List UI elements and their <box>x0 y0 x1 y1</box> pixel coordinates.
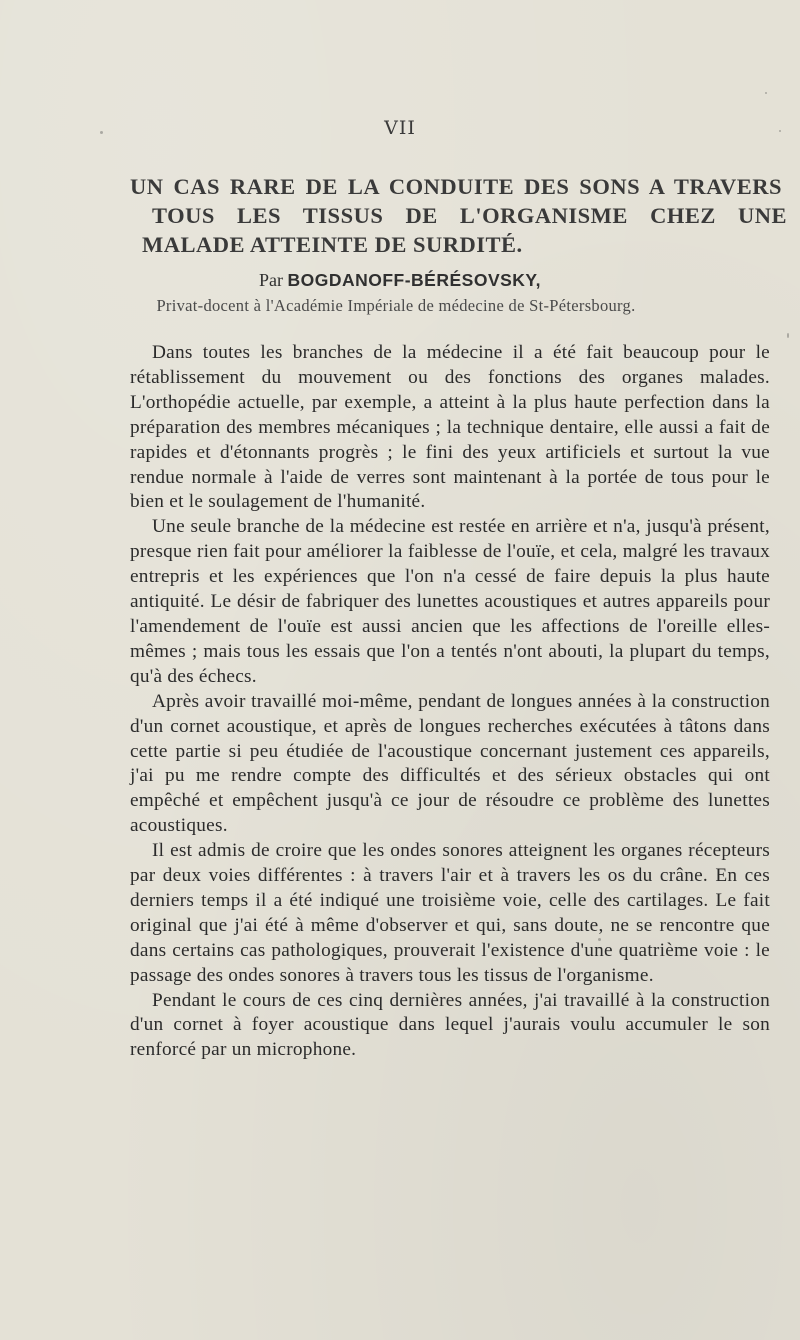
article-body <box>130 341 770 1063</box>
paragraph: Dans toutes les branches de la médecine il a été fait beaucoup pour le rétablissement du mouvement ou des fonctions des organes malades. L'orthopédie actuelle, par exemple, a atteint à la plus haute perfection dans la préparation des membres mécaniques ; la technique dentaire, elle aussi a fait de rapides et d'étonnants progrès ; le fini des yeux artificiels et surtout la vue rendue normale à l'aide de verres sont maintenant à la portée de tous pour le bien et le soulagement de l'humanité. <box>130 342 770 513</box>
title-line: TOUS LES TISSUS DE L'ORGANISME CHEZ UNE <box>152 203 787 228</box>
paper-speck <box>765 92 767 94</box>
byline <box>0 270 800 291</box>
paper-speck <box>100 131 103 134</box>
paragraph: Il est admis de croire que les ondes sonores atteignent les organes récepteurs par deux voies différentes : à travers l'air et à travers les os du crâne. En ces derniers temps il a été indiqué une troisième voie, celle des cartilages. Le fait original que j'ai été à même d'observer et qui, sans doute, ne se rencontre que dans certains cas pathologiques, prouverait l'existence d'une quatrième voie : le passage des ondes sonores à travers tous les tissus de l'organisme. <box>130 840 770 986</box>
title-line: UN CAS RARE DE LA CONDUITE DES SONS A TRAVERS <box>130 174 782 199</box>
paragraph: Après avoir travaillé moi-même, pendant de longues années à la construction d'un cornet acoustique, et après de longues recherches exécutées à tâtons dans cette partie si peu étudiée de l'acoustique concernant justement ces appareils, j'ai pu me rendre compte des difficultés et des sérieux obstacles qui ont empêché et empêchent jusqu'à ce jour de résoudre ce problème des lunettes acoustiques. <box>130 690 770 837</box>
paragraph: Pendant le cours de ces cinq dernières années, j'ai travaillé à la construction d'un cornet à foyer acoustique dans lequel j'aurais voulu accumuler le son renforcé par un microphone. <box>130 989 770 1061</box>
paper-speck <box>787 333 789 338</box>
paper-speck <box>598 938 601 941</box>
paper-speck <box>779 130 781 132</box>
author-name: BOGDANOFF-BÉRÉSOVSKY, <box>287 270 542 290</box>
author-affiliation: Privat-docent à l'Académie Impériale de médecine de St-Pétersbourg. <box>156 296 636 315</box>
article-title <box>130 172 790 259</box>
title-line: MALADE ATTEINTE DE SURDITÉ. <box>142 232 523 257</box>
byline-prefix: Par <box>258 270 288 290</box>
chapter-number: VII <box>384 117 416 139</box>
paragraph: Une seule branche de la médecine est restée en arrière et n'a, jusqu'à présent, presque rien fait pour améliorer la faiblesse de l'ouïe, et cela, malgré les travaux entrepris et les expériences que l'on n'a cessé de faire depuis la plus haute antiquité. Le désir de fabriquer des lunettes acoustiques et autres appareils pour l'amendement de l'ouïe est aussi ancien que les affections de l'oreille elles-mêmes ; mais tous les essais que l'on a tentés n'ont abouti, la plupart du temps, qu'à des échecs. <box>130 516 770 687</box>
